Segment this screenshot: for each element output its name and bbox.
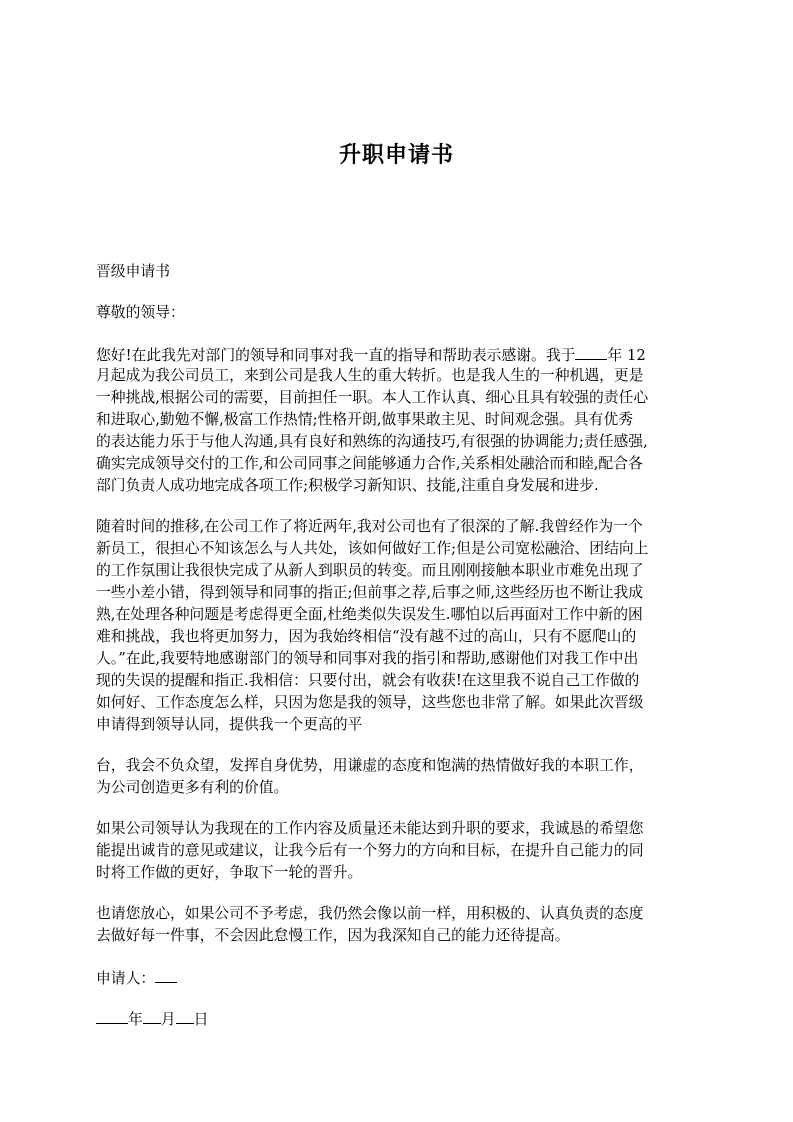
paragraph-line: 和进取心,勤勉不懈,极富工作热情;性格开朗,做事果敢主见、时间观念强。具有优秀	[96, 411, 633, 428]
year-blank	[575, 343, 607, 360]
applicant-blank	[155, 966, 177, 983]
paragraph-line: 难和挑战，我也将更加努力，因为我始终相信“没有越不过的高山，只有不愿爬山的	[96, 628, 637, 645]
document-body	[96, 261, 716, 1029]
applicant-label: 申请人：	[96, 970, 156, 987]
paragraph-line: 能提出诚肯的意见或建议，让我今后有一个努力的方向和目标，在提升自己能力的同	[96, 842, 644, 859]
date-day-blank	[176, 1007, 194, 1024]
paragraph-5	[96, 903, 716, 947]
paragraph-line: 的工作氛围让我很快完成了从新人到职员的转变。而且刚刚接触本职业市难免出现了	[96, 562, 644, 579]
subtitle: 晋级申请书	[96, 263, 170, 280]
paragraph-line: 为公司创造更多有利的价值。	[96, 779, 289, 796]
paragraph-line: 台，我会不负众望，发挥自身优势，用谦虚的态度和饱满的热情做好我的本职工作，	[96, 757, 644, 774]
paragraph-line: 也请您放心，如果公司不予考虑，我仍然会像以前一样，用积极的、认真负责的态度	[96, 905, 644, 922]
paragraph-line: 一些小差小错，得到领导和同事的指正;但前事之荐,后事之师,这些经历也不断让我成	[96, 584, 644, 601]
date-line: 年 月 日	[96, 1007, 716, 1029]
paragraph-line: 申请得到领导认同，提供我一个更高的平	[96, 716, 363, 733]
applicant-line	[96, 966, 716, 988]
date-year-blank	[96, 1007, 128, 1024]
paragraph-line: 如何好、工作态度怎么样，只因为您是我的领导，这些您也非常了解。如果此次晋级	[96, 694, 644, 711]
paragraph-line: 人。”在此,我要特地感谢部门的领导和同事对我的指引和帮助,感谢他们对我工作中出	[96, 650, 639, 667]
paragraph-line: 您好!在此我先对部门的领导和同事对我一直的指导和帮助表示感谢。我于 年 12	[96, 343, 716, 365]
paragraph-line: 的表达能力乐于与他人沟通,具有良好和熟练的沟通技巧,有很强的协调能力;责任感强,	[96, 433, 648, 450]
paragraph-4	[96, 818, 716, 884]
paragraph-line: 一种挑战,根据公司的需要，目前担任一职。本人工作认真、细心且具有较强的责任心	[96, 389, 649, 406]
salutation: 尊敬的领导：	[96, 304, 185, 321]
paragraph-line: 部门负责人成功地完成各项工作;积极学习新知识、技能,注重自身发展和进步.	[96, 477, 599, 494]
paragraph-line: 时将工作做的更好，争取下一轮的晋升。	[96, 864, 363, 881]
date-month-blank	[143, 1007, 161, 1024]
paragraph-line: 随着时间的推移,在公司工作了将近两年,我对公司也有了很深的了解.我曾经作为一个	[96, 518, 643, 535]
page-title: 升职申请书	[338, 143, 454, 168]
paragraph-1	[96, 343, 716, 497]
paragraph-line: 月起成为我公司员工，来到公司是我人生的重大转折。也是我人生的一种机遇，更是	[96, 367, 644, 384]
paragraph-line: 如果公司领导认为我现在的工作内容及质量还未能达到升职的要求，我诚恳的希望您	[96, 820, 644, 837]
paragraph-line: 熟,在处理各种问题是考虑得更全面,杜绝类似失误发生.哪怕以后再面对工作中新的困	[96, 606, 643, 623]
paragraph-line: 新员工，很担心不知该怎么与人共处，该如何做好工作;但是公司宽松融洽、团结向上	[96, 540, 649, 557]
paragraph-2	[96, 516, 716, 736]
paragraph-3	[96, 755, 716, 799]
paragraph-line: 确实完成领导交付的工作,和公司同事之间能够通力合作,关系相处融洽而和睦,配合各	[96, 455, 643, 472]
paragraph-line: 现的失误的提醒和指正.我相信：只要付出，就会有收获!在这里我不说自己工作做的	[96, 672, 640, 689]
paragraph-line: 去做好每一件事，不会因此怠慢工作，因为我深知自己的能力还待提高。	[96, 927, 570, 944]
